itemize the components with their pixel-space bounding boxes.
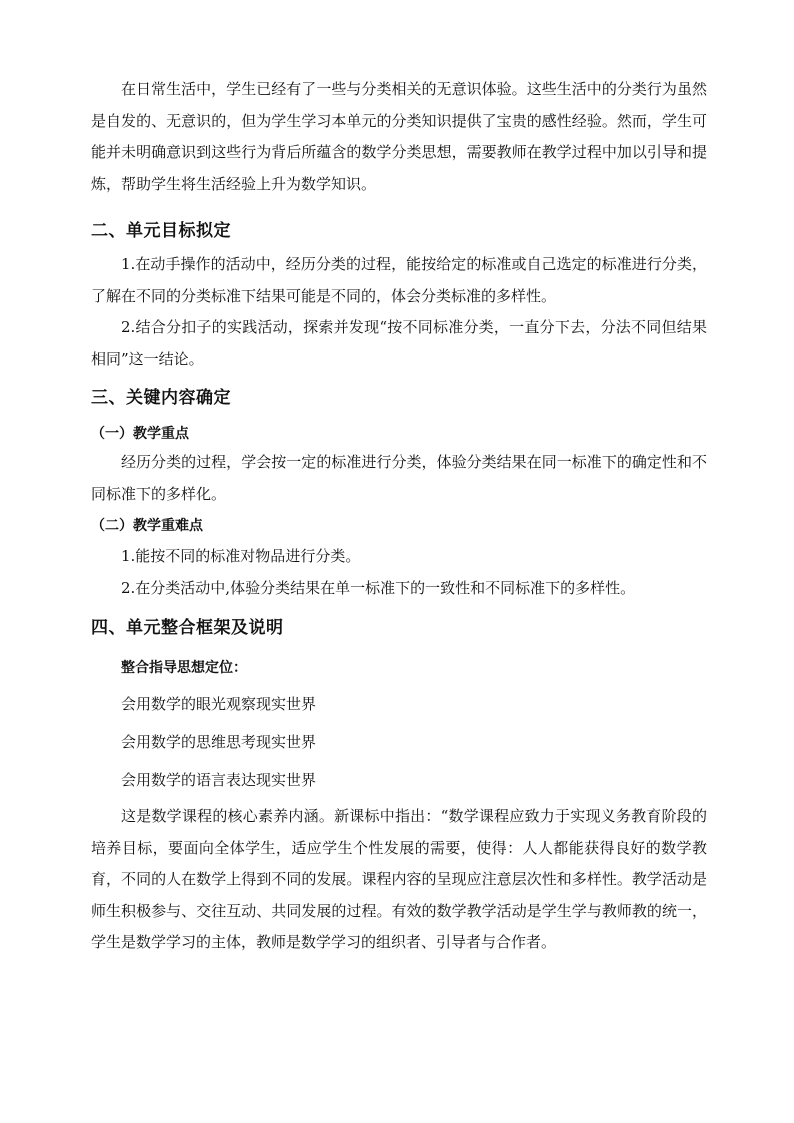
- section3-heading: 三、关键内容确定: [91, 388, 231, 408]
- section3-sub1-text: 经历分类的过程，学会按一定的标准进行分类，体验分类结果在同一标准下的确定性和不同标准下的多样化。: [91, 453, 707, 503]
- section4-paragraph: 这是数学课程的核心素养内涵。新课标中指出：“数学课程应致力于实现义务教育阶段的培养目标，要面向全体学生，适应学生个性发展的需要，使得：人人都能获得良好的数学教育，不同的人在数学上得到不同的发展。课程内容的呈现应注意层次性和多样性。教学活动是师生积极参与、交往互动、共同发展的过程。有效的数学教学活动是学生学与教师教的统一，学生是数学学习的主体，教师是数学学习的组织者、引导者与合作者。: [91, 807, 707, 951]
- section3-sub2-item2: 2.在分类活动中,体验分类结果在单一标准下的一致性和不同标准下的多样性。: [121, 579, 636, 597]
- section2-heading: 二、单元目标拟定: [91, 221, 231, 241]
- guide-label: 整合指导思想定位：: [121, 660, 247, 676]
- section2-item2: 2.结合分扣子的实践活动，探索并发现“按不同标准分类，一直分下去，分法不同但结果相同”这一结论。: [91, 318, 707, 368]
- section2-item1: 1.在动手操作的活动中，经历分类的过程，能按给定的标准或自己选定的标准进行分类，了解在不同的分类标准下结果可能是不同的，体会分类标准的多样性。: [91, 255, 707, 305]
- guide-line-2: 会用数学的思维思考现实世界: [121, 733, 317, 751]
- section3-sub2-item1: 1.能按不同的标准对物品进行分类。: [121, 547, 361, 565]
- section3-sub1-heading: （一）教学重点: [91, 426, 189, 442]
- section4-heading: 四、单元整合框架及说明: [91, 618, 284, 638]
- section3-sub2-heading: （二）教学重难点: [91, 518, 203, 534]
- intro-paragraph: 在日常生活中，学生已经有了一些与分类相关的无意识体验。这些生活中的分类行为虽然是自发的、无意识的，但为学生学习本单元的分类知识提供了宝贵的感性经验。然而，学生可能并未明确意识到这些行为背后所蕴含的数学分类思想，需要教师在教学过程中加以引导和提炼，帮助学生将生活经验上升为数学知识。: [91, 80, 707, 193]
- guide-line-3: 会用数学的语言表达现实世界: [121, 771, 317, 789]
- guide-line-1: 会用数学的眼光观察现实世界: [121, 695, 317, 713]
